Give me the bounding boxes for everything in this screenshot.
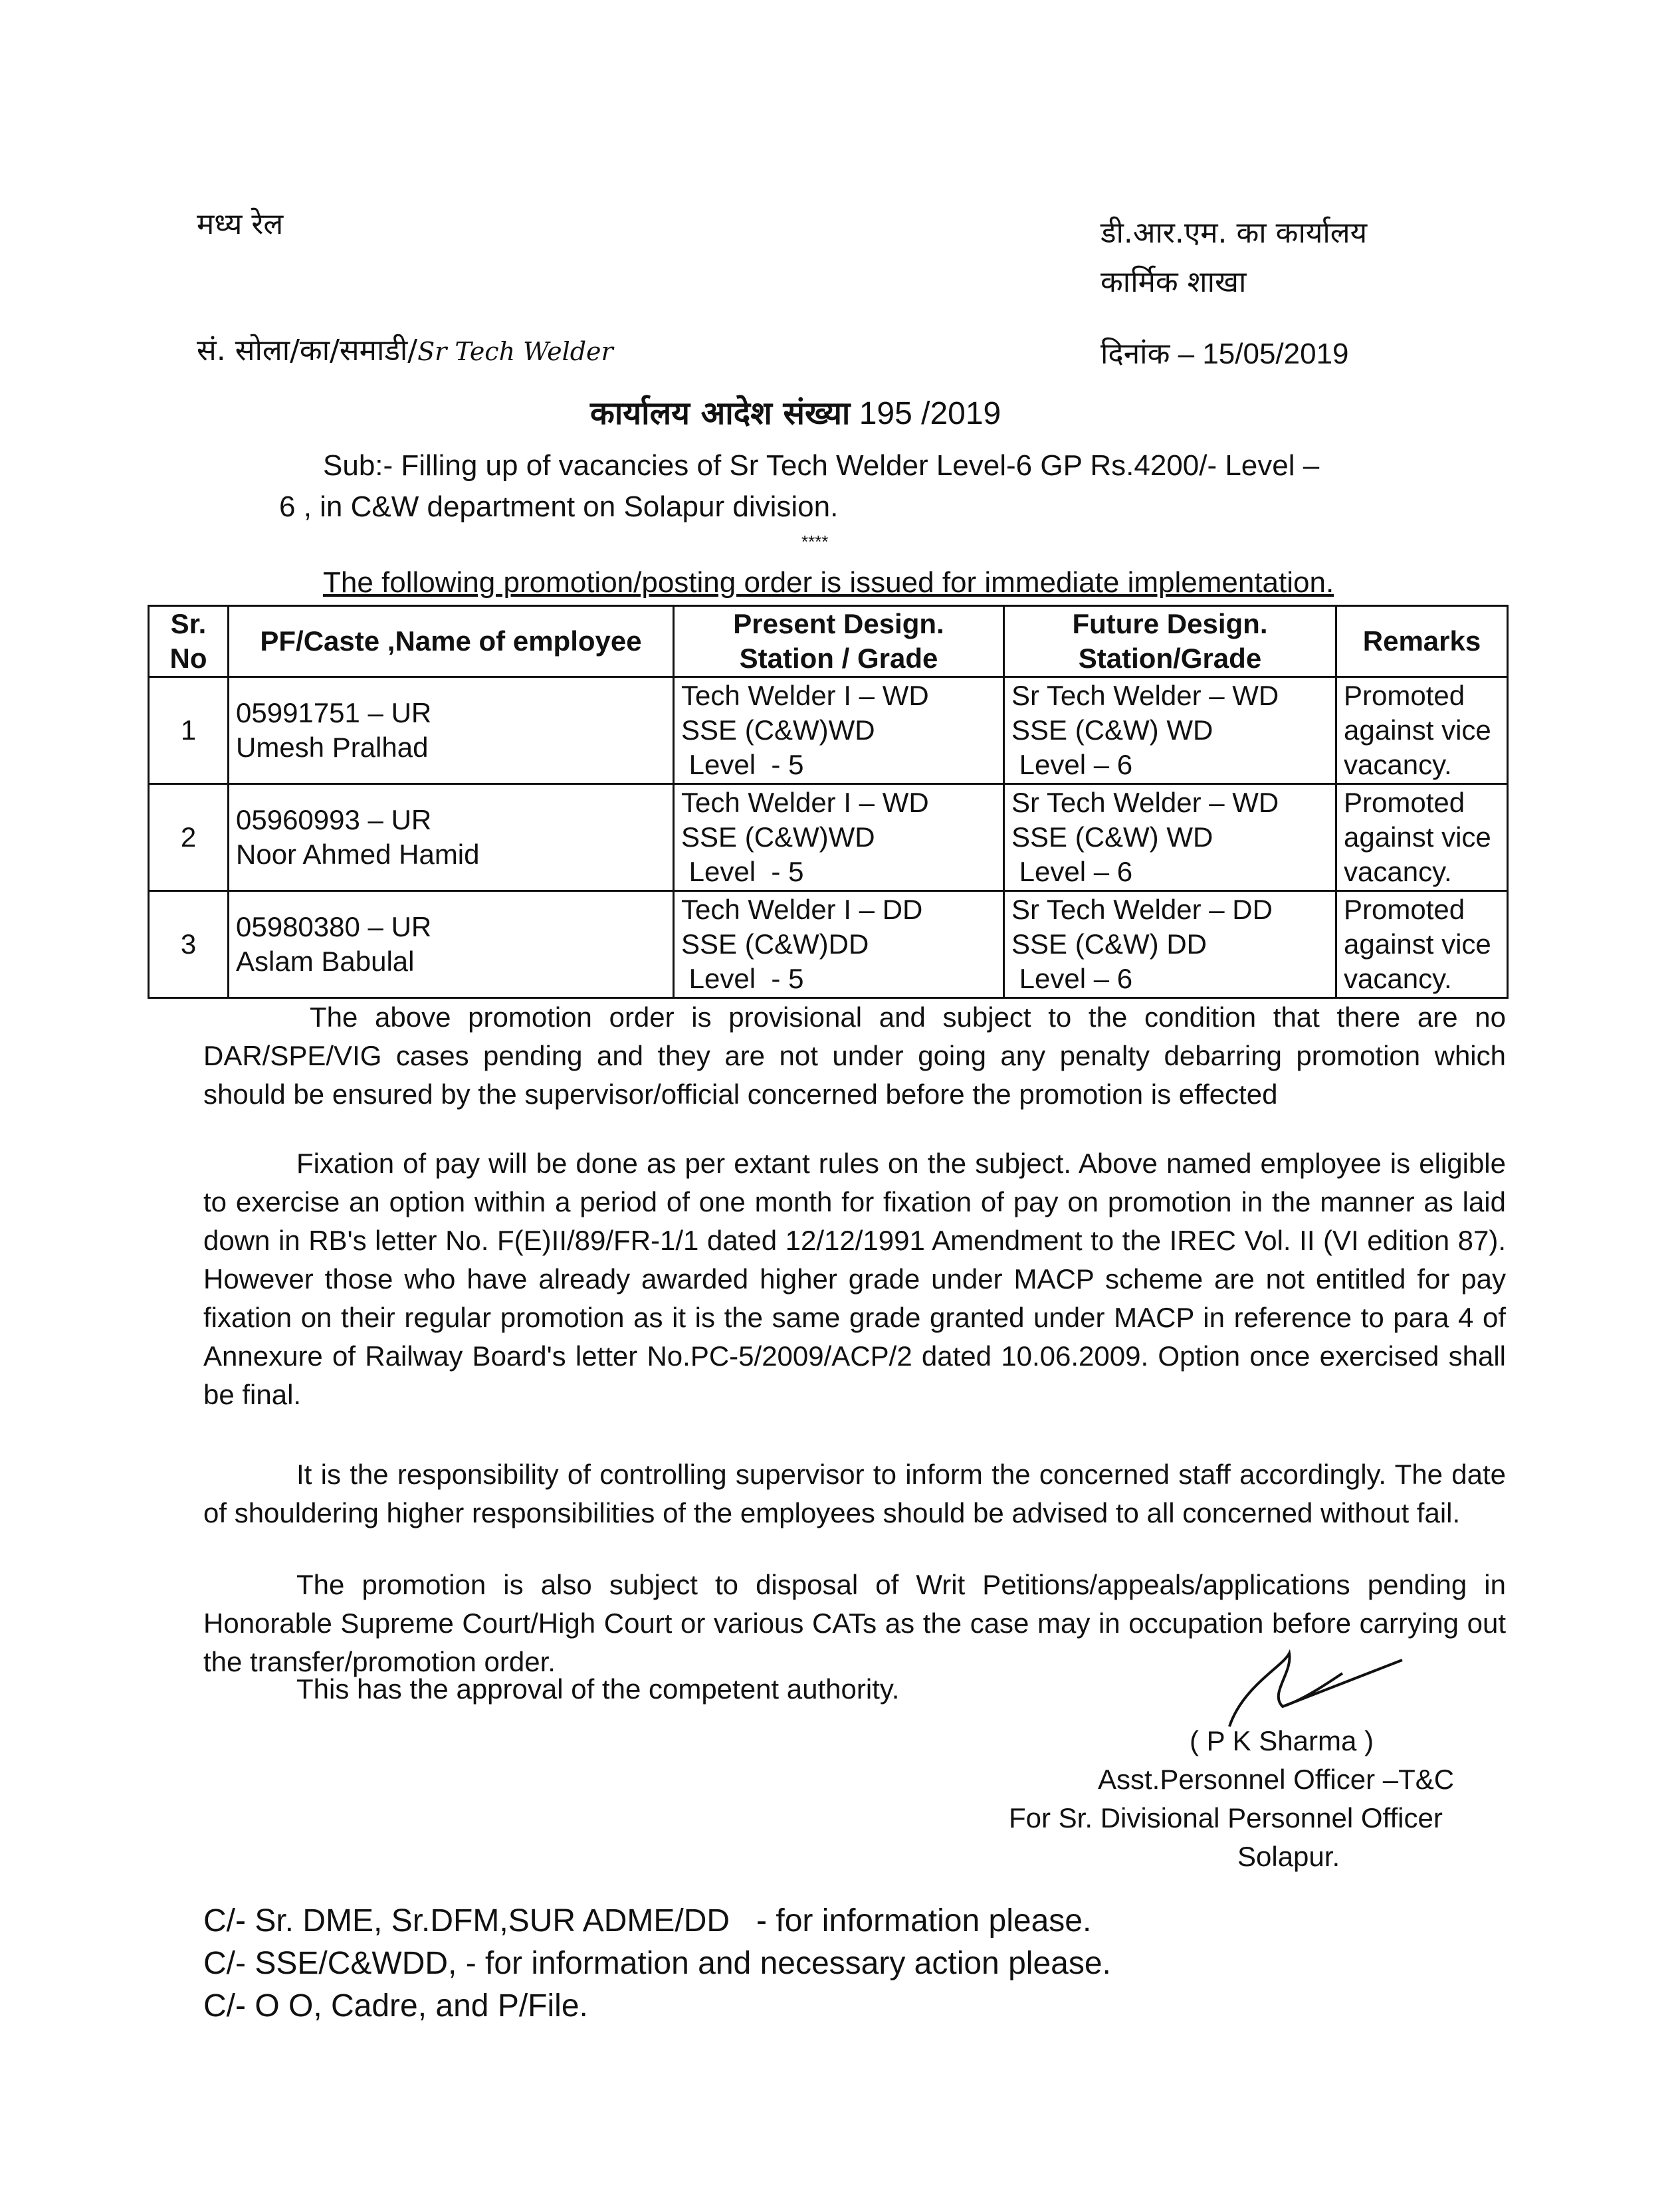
employee-pf: 05980380 – UR	[236, 911, 432, 942]
row-present-designation: Tech Welder I – DD SSE (C&W)DD Level - 5	[674, 891, 1004, 998]
order-number: 195 /2019	[859, 396, 1001, 431]
order-title-hindi: कार्यालय आदेश संख्या	[590, 395, 851, 432]
row-future-designation: Sr Tech Welder – WD SSE (C&W) WD Level – 6	[1004, 677, 1336, 784]
intro-line: The following promotion/posting order is issued for immediate implementation.	[323, 566, 1334, 599]
employee-pf: 05991751 – UR	[236, 697, 432, 728]
header-employee: PF/Caste ,Name of employee	[229, 606, 674, 677]
table-header-row	[149, 606, 1508, 677]
header-future-designation: Future Design. Station/Grade	[1004, 606, 1336, 677]
reference-number	[197, 329, 613, 369]
signatory-for-line: For Sr. Divisional Personnel Officer	[1009, 1802, 1443, 1833]
signatory-place: Solapur.	[1237, 1841, 1340, 1872]
row-employee	[229, 891, 674, 998]
promotion-table	[148, 605, 1509, 999]
row-sr-no: 1	[149, 677, 229, 784]
branch-name-hindi: कार्मिक शाखा	[1101, 265, 1247, 299]
row-remarks: Promoted against vice vacancy.	[1336, 784, 1508, 891]
subject-separator: ****	[801, 532, 829, 552]
employee-name: Aslam Babulal	[236, 946, 415, 977]
date-label-hindi: दिनांक	[1101, 337, 1170, 371]
row-remarks: Promoted against vice vacancy.	[1336, 677, 1508, 784]
reference-number-hindi: सं. सोला/का/समाडी/	[197, 334, 418, 367]
header-present-designation: Present Design. Station / Grade	[674, 606, 1004, 677]
paragraph-approval: This has the approval of the competent authority.	[296, 1673, 900, 1705]
header-sr-no: Sr. No	[149, 606, 229, 677]
row-employee	[229, 677, 674, 784]
employee-name: Umesh Pralhad	[236, 732, 429, 763]
copy-line-2: C/- SSE/C&WDD, - for information and necessary action please.	[203, 1946, 1111, 1981]
reference-handwritten: Sr Tech Welder	[417, 337, 613, 366]
office-name-hindi: डी.आर.एम. का कार्यालय	[1101, 216, 1368, 250]
signatory-name: ( P K Sharma )	[1190, 1725, 1374, 1756]
row-present-designation: Tech Welder I – WD SSE (C&W)WD Level - 5	[674, 677, 1004, 784]
paragraph-responsibility: It is the responsibility of controlling supervisor to inform the concerned staff accordingly. The date of shouldering higher responsibilities of the employees should be advised to all concerned without fail.	[203, 1459, 1506, 1528]
row-employee	[229, 784, 674, 891]
copy-line-1: C/- Sr. DME, Sr.DFM,SUR ADME/DD - for information please.	[203, 1903, 1092, 1938]
signatory-designation: Asst.Personnel Officer –T&C	[1098, 1764, 1455, 1795]
paragraph-provisional: The above promotion order is provisional and subject to the condition that there are no DAR/SPE/VIG cases pending and they are not under going any penalty debarring promotion which should be ensured by the supervisor/official concerned before the promotion is effected	[203, 1001, 1506, 1110]
row-future-designation: Sr Tech Welder – WD SSE (C&W) WD Level – 6	[1004, 784, 1336, 891]
date-value: 15/05/2019	[1202, 338, 1349, 370]
row-sr-no: 2	[149, 784, 229, 891]
table-row	[149, 784, 1508, 891]
paragraph-pay-fixation: Fixation of pay will be done as per extant rules on the subject. Above named employee is eligible to exercise an option within a period of one month for fixation of pay on promotion in the manner as laid down in RB's letter No. F(E)II/89/FR-1/1 dated 12/12/1991 Amendment to the IREC Vol. II (VI edition 87). However those who have already awarded higher grade under MACP scheme are not entitled for pay fixation on their regular promotion as it is the same grade granted under MACP in reference to para 4 of Annexure of Railway Board's letter No.PC-5/2009/ACP/2 dated 10.06.2009. Option once exercised shall be final.	[203, 1148, 1506, 1410]
copy-line-3: C/- O O, Cadre, and P/File.	[203, 1988, 588, 2024]
row-remarks: Promoted against vice vacancy.	[1336, 891, 1508, 998]
paragraph-writ-petitions: The promotion is also subject to disposal of Writ Petitions/appeals/applications pending in Honorable Supreme Court/High Court or various CATs as the case may in occupation before carrying out the transfer/promotion order.	[203, 1569, 1506, 1677]
row-sr-no: 3	[149, 891, 229, 998]
header-remarks: Remarks	[1336, 606, 1508, 677]
row-future-designation: Sr Tech Welder – DD SSE (C&W) DD Level – 6	[1004, 891, 1336, 998]
subject-line-1: Sub:- Filling up of vacancies of Sr Tech Welder Level-6 GP Rs.4200/- Level –	[323, 449, 1320, 482]
subject-line-2: 6 , in C&W department on Solapur division.	[279, 490, 839, 523]
employee-name: Noor Ahmed Hamid	[236, 839, 480, 870]
table-row	[149, 677, 1508, 784]
railway-zone-hindi: मध्य रेल	[197, 207, 284, 241]
employee-pf: 05960993 – UR	[236, 804, 432, 835]
row-present-designation: Tech Welder I – WD SSE (C&W)WD Level - 5	[674, 784, 1004, 891]
order-title	[590, 391, 1001, 434]
table-row	[149, 891, 1508, 998]
order-date: दिनांक – 15/05/2019	[1101, 337, 1349, 371]
